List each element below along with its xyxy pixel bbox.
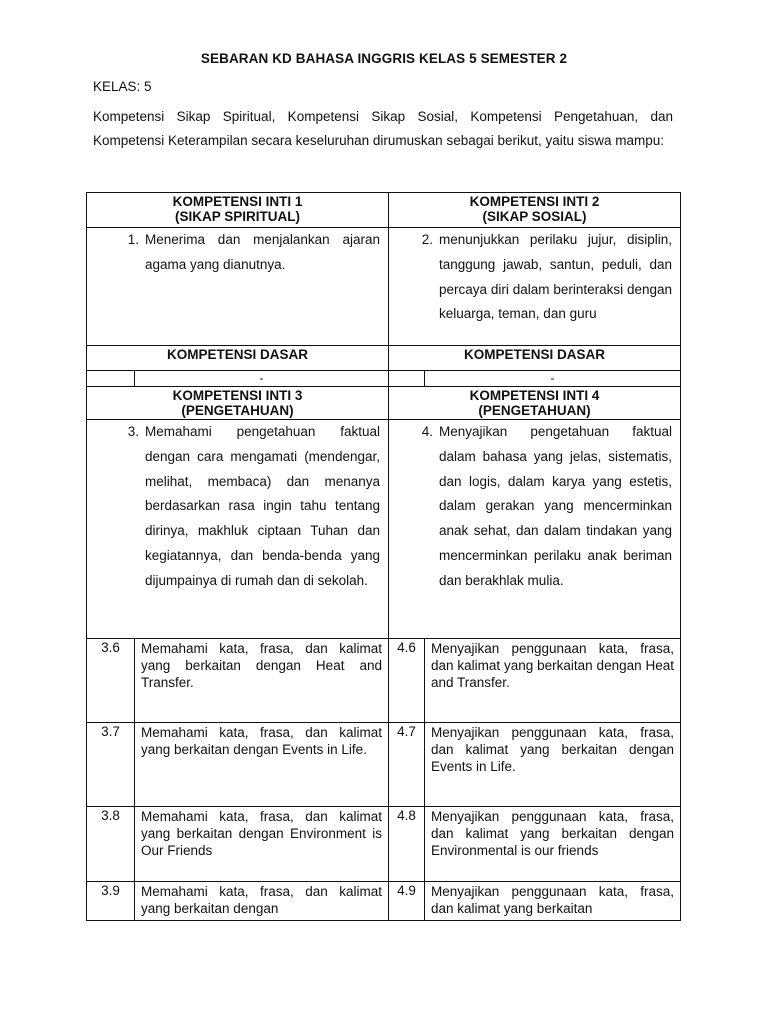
kd4-code: 4.8 (389, 807, 425, 882)
kd3-code: 3.8 (87, 807, 135, 882)
document-title: SEBARAN KD BAHASA INGGRIS KELAS 5 SEMESTER 2 (200, 51, 568, 66)
kd4-code: 4.6 (389, 639, 425, 723)
table-row (87, 723, 681, 807)
kd-empty-code-left (87, 371, 135, 387)
ki1-number: 1. (127, 232, 139, 247)
ki3-header (87, 387, 389, 420)
ki2-content (389, 228, 681, 346)
ki1-title: KOMPETENSI INTI 1 (172, 194, 303, 209)
ki1-subtitle: (SIKAP SPIRITUAL) (174, 209, 300, 224)
kd3-code: 3.6 (87, 639, 135, 723)
ki4-number: 4. (421, 424, 433, 439)
kd-header-left: KOMPETENSI DASAR (87, 346, 389, 371)
class-label: KELAS: 5 (93, 79, 152, 94)
kd4-text: Menyajikan penggunaan kata, frasa, dan kalimat yang berkaitan dengan Heat and Transfer. (425, 639, 681, 723)
kd3-code: 3.9 (87, 882, 135, 921)
kd-header-right: KOMPETENSI DASAR (389, 346, 681, 371)
kd3-text: Memahami kata, frasa, dan kalimat yang berkaitan dengan (135, 882, 389, 921)
kd4-text: Menyajikan penggunaan kata, frasa, dan kalimat yang berkaitan dengan Events in Life. (425, 723, 681, 807)
ki3-content (87, 420, 389, 639)
ki3-text: Memahami pengetahuan faktual dengan cara mengamati (mendengar, melihat, membaca) dan menanya berdasarkan rasa ingin tahu tentang dirinya, makhluk ciptaan Tuhan dan kegiatannya, dan benda-benda yang dijumpainya di rumah dan di sekolah. (145, 424, 380, 588)
ki4-header (389, 387, 681, 420)
table-row (87, 807, 681, 882)
ki2-subtitle: (SIKAP SOSIAL) (482, 209, 587, 224)
table-row (87, 639, 681, 723)
kd-dash-right: - (425, 371, 681, 387)
ki3-title: KOMPETENSI INTI 3 (172, 388, 303, 403)
ki1-content (87, 228, 389, 346)
kd3-text: Memahami kata, frasa, dan kalimat yang berkaitan dengan Events in Life. (135, 723, 389, 807)
kd3-text: Memahami kata, frasa, dan kalimat yang berkaitan dengan Heat and Transfer. (135, 639, 389, 723)
ki2-text: menunjukkan perilaku jujur, disiplin, tanggung jawab, santun, peduli, dan percaya diri dalam berinteraksi dengan keluarga, teman, dan guru (439, 232, 672, 322)
ki2-header (389, 193, 681, 228)
ki4-title: KOMPETENSI INTI 4 (469, 388, 600, 403)
kd-dash-left: - (135, 371, 389, 387)
ki1-text: Menerima dan menjalankan ajaran agama yang dianutnya. (145, 232, 380, 272)
ki4-text: Menyajikan pengetahuan faktual dalam bahasa yang jelas, sistematis, dan logis, dalam karya yang estetis, dalam gerakan yang mencerminkan anak sehat, dan dalam tindakan yang mencerminkan perilaku anak beriman dan berakhlak mulia. (439, 424, 672, 588)
kd3-code: 3.7 (87, 723, 135, 807)
kd4-code: 4.9 (389, 882, 425, 921)
intro-paragraph: Kompetensi Sikap Spiritual, Kompetensi Sikap Sosial, Kompetensi Pengetahuan, dan Kompetensi Keterampilan secara keseluruhan dirumuskan sebagai berikut, yaitu siswa mampu: (93, 109, 673, 148)
ki3-subtitle: (PENGETAHUAN) (181, 403, 294, 418)
ki3-number: 3. (127, 424, 139, 439)
ki2-title: KOMPETENSI INTI 2 (469, 194, 600, 209)
kd3-text: Memahami kata, frasa, dan kalimat yang berkaitan dengan Environment is Our Friends (135, 807, 389, 882)
kd4-text: Menyajikan penggunaan kata, frasa, dan kalimat yang berkaitan (425, 882, 681, 921)
competency-table (86, 192, 681, 921)
kd4-text: Menyajikan penggunaan kata, frasa, dan kalimat yang berkaitan dengan Environmental is our friends (425, 807, 681, 882)
kd4-code: 4.7 (389, 723, 425, 807)
ki4-subtitle: (PENGETAHUAN) (478, 403, 591, 418)
ki1-header (87, 193, 389, 228)
ki2-number: 2. (421, 232, 433, 247)
ki4-content (389, 420, 681, 639)
kd-empty-code-right (389, 371, 425, 387)
table-row (87, 882, 681, 921)
